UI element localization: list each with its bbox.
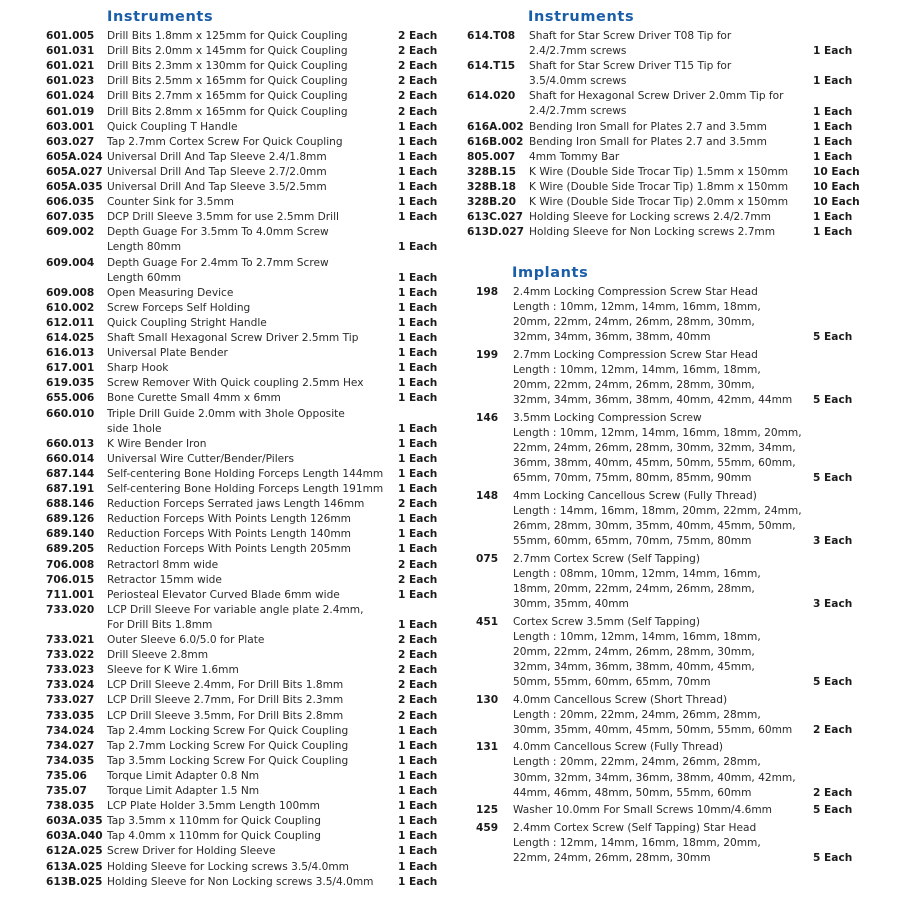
- right-item-quantity: 1 Each: [813, 211, 853, 224]
- left-item-code: 735.06: [46, 769, 87, 782]
- left-item-code: 733.020: [46, 603, 95, 616]
- implant-item-description-line: Length : 12mm, 14mm, 16mm, 18mm, 20mm,: [513, 836, 761, 849]
- left-item-code: 603.027: [46, 135, 95, 148]
- right-item-code: 613D.027: [467, 226, 525, 239]
- implant-item-description-line: Cortex Screw 3.5mm (Self Tapping): [513, 615, 701, 628]
- right-item-description-line: K Wire (Double Side Trocar Tip) 2.0mm x 150mm: [529, 196, 789, 209]
- left-item-quantity: 1 Each: [398, 316, 438, 329]
- implant-item-description-line: 20mm, 22mm, 24mm, 26mm, 28mm, 30mm,: [513, 316, 755, 329]
- implant-item-description-line: 65mm, 70mm, 75mm, 80mm, 85mm, 90mm: [513, 472, 752, 485]
- left-item-description-line: Reduction Forceps With Points Length 205mm: [107, 543, 351, 556]
- implant-item-description-line: 2.4mm Cortex Screw (Self Tapping) Star Head: [513, 821, 757, 834]
- left-item-description-line: Triple Drill Guide 2.0mm with 3hole Opposite: [107, 407, 345, 420]
- left-item-description-line: Holding Sleeve for Locking screws 3.5/4.0mm: [107, 860, 350, 873]
- left-item-description-line: LCP Drill Sleeve 3.5mm, For Drill Bits 2.8mm: [107, 709, 344, 722]
- implant-item-quantity: 5 Each: [813, 804, 853, 817]
- implant-item-code: 131: [476, 741, 499, 754]
- left-item-description-line: Self-centering Bone Holding Forceps Length 191mm: [107, 483, 384, 495]
- left-item-description-line: Drill Sleeve 2.8mm: [107, 649, 209, 662]
- left-item-quantity: 2 Each: [398, 75, 438, 88]
- left-instruments-heading: Instruments: [107, 9, 214, 25]
- left-item-quantity: 1 Each: [398, 754, 438, 767]
- left-item-description-line: Quick Coupling T Handle: [107, 120, 238, 133]
- implant-item-quantity: 5 Each: [813, 394, 853, 407]
- left-item-code: 605A.035: [46, 181, 103, 193]
- left-item-quantity: 1 Each: [398, 165, 438, 178]
- implant-item-description: [513, 693, 792, 738]
- left-item-code: 733.027: [46, 694, 95, 707]
- right-item-code: 328B.20: [467, 196, 516, 209]
- left-item-quantity: 1 Each: [398, 830, 438, 843]
- left-item-code: 689.205: [46, 543, 95, 556]
- left-item-code: 733.022: [46, 649, 95, 662]
- right-item-quantity: 1 Each: [813, 150, 853, 163]
- implant-item-description: [513, 740, 796, 800]
- implant-item-description: [513, 552, 761, 612]
- left-item-code: 706.015: [46, 573, 95, 586]
- left-item-code: 610.002: [46, 301, 95, 314]
- right-item-quantity: 10 Each: [813, 181, 860, 193]
- right-item-description-line: Shaft for Star Screw Driver T15 Tip for: [529, 60, 732, 73]
- left-item-code: 607.035: [46, 211, 95, 224]
- implant-item-description-line: 22mm, 24mm, 26mm, 28mm, 30mm, 32mm, 34mm,: [513, 441, 796, 454]
- left-item-description-line: Depth Guage For 3.5mm To 4.0mm Screw: [107, 226, 329, 239]
- left-item-quantity: 1 Each: [398, 211, 438, 224]
- implant-item-code: 125: [476, 804, 499, 817]
- right-item-quantity: 10 Each: [813, 165, 860, 178]
- left-item-code: 601.021: [46, 60, 95, 73]
- left-item-quantity: 2 Each: [398, 694, 438, 707]
- left-item-description-line: Bone Curette Small 4mm x 6mm: [107, 392, 281, 405]
- implant-item-description-line: 30mm, 35mm, 40mm: [513, 597, 629, 610]
- left-item-quantity: 1 Each: [398, 392, 438, 405]
- left-item-quantity: 1 Each: [398, 301, 438, 314]
- right-instruments-heading: Instruments: [528, 9, 635, 25]
- left-item-quantity: 1 Each: [398, 135, 438, 148]
- left-item-quantity: 1 Each: [398, 483, 438, 495]
- left-item-quantity: 2 Each: [398, 45, 438, 58]
- left-item-description-line: LCP Drill Sleeve For variable angle plate 2.4mm,: [107, 603, 364, 616]
- left-item-code: 711.001: [46, 588, 95, 601]
- implant-item-code: 459: [476, 821, 499, 834]
- left-item-code: 687.144: [46, 467, 95, 480]
- implant-item-description-line: 18mm, 20mm, 22mm, 24mm, 26mm, 28mm,: [513, 582, 755, 595]
- implant-item-description-line: 32mm, 34mm, 36mm, 38mm, 40mm: [513, 331, 711, 344]
- implant-item-description: [513, 489, 802, 549]
- left-item-code: 619.035: [46, 377, 95, 390]
- implant-item-description-line: 44mm, 46mm, 48mm, 50mm, 55mm, 60mm: [513, 786, 752, 799]
- left-item-description-line: Universal Drill And Tap Sleeve 3.5/2.5mm: [107, 181, 327, 193]
- left-item-code: 605A.024: [46, 150, 103, 163]
- left-item-code: 735.07: [46, 785, 87, 797]
- right-item-description-line: Holding Sleeve for Non Locking screws 2.7mm: [529, 226, 776, 239]
- right-item-description-line: 2.4/2.7mm screws: [529, 45, 627, 58]
- implant-item-description-line: 22mm, 24mm, 26mm, 28mm, 30mm: [513, 852, 711, 865]
- left-item-quantity: 2 Each: [398, 105, 438, 118]
- left-item-code: 734.027: [46, 739, 95, 752]
- left-item-quantity: 1 Each: [398, 241, 438, 254]
- implant-item-description: [513, 615, 761, 690]
- left-item-code: 733.035: [46, 709, 95, 722]
- left-item-description-line: Universal Wire Cutter/Bender/Pilers: [107, 452, 295, 465]
- implant-item-description-line: 32mm, 34mm, 36mm, 38mm, 40mm, 45mm,: [513, 660, 755, 673]
- right-item-description-line: 4mm Tommy Bar: [529, 150, 620, 163]
- left-item-quantity: 1 Each: [398, 196, 438, 209]
- implant-item-description: [513, 803, 772, 818]
- implant-item-code: 451: [476, 615, 499, 628]
- left-item-quantity: 1 Each: [398, 618, 438, 631]
- left-item-description-line: K Wire Bender Iron: [107, 437, 207, 450]
- left-item-description-line: LCP Plate Holder 3.5mm Length 100mm: [107, 800, 320, 813]
- left-item-description-line: Screw Remover With Quick coupling 2.5mm Hex: [107, 377, 364, 390]
- left-item-quantity: 1 Each: [398, 271, 438, 284]
- left-item-description-line: Shaft Small Hexagonal Screw Driver 2.5mm Tip: [107, 332, 359, 344]
- left-item-description-line: Holding Sleeve for Non Locking screws 3.5/4.0mm: [107, 875, 374, 888]
- right-item-code: 614.T08: [467, 30, 516, 42]
- implant-item-description-line: Washer 10.0mm For Small Screws 10mm/4.6mm: [513, 804, 772, 817]
- implant-item-quantity: 3 Each: [813, 598, 853, 610]
- left-item-quantity: 1 Each: [398, 724, 438, 737]
- left-item-description-line: Tap 3.5mm x 110mm for Quick Coupling: [107, 815, 321, 828]
- left-item-description-line: Universal Plate Bender: [107, 347, 228, 360]
- right-item-quantity: 1 Each: [813, 135, 853, 148]
- left-item-quantity: 2 Each: [398, 634, 438, 646]
- left-item-code: 609.002: [46, 226, 95, 239]
- right-item-description-line: K Wire (Double Side Trocar Tip) 1.5mm x 150mm: [529, 165, 789, 178]
- implant-item-description-line: Length : 20mm, 22mm, 24mm, 26mm, 28mm,: [513, 756, 761, 769]
- left-item-code: 734.035: [46, 754, 95, 767]
- left-item-quantity: 1 Each: [398, 452, 438, 465]
- left-item-code: 738.035: [46, 800, 95, 813]
- left-item-description-line: DCP Drill Sleeve 3.5mm for use 2.5mm Drill: [107, 211, 339, 224]
- left-item-description-line: Tap 3.5mm Locking Screw For Quick Coupling: [107, 754, 349, 767]
- implant-item-description-line: 20mm, 22mm, 24mm, 26mm, 28mm, 30mm,: [513, 645, 755, 658]
- left-item-description-line: Reduction Forceps With Points Length 126mm: [107, 513, 351, 526]
- left-item-code: 603.001: [46, 120, 95, 133]
- left-item-quantity: 1 Each: [398, 437, 438, 450]
- left-item-quantity: 1 Each: [398, 332, 438, 344]
- right-item-description-line: K Wire (Double Side Trocar Tip) 1.8mm x 150mm: [529, 181, 789, 193]
- right-item-code: 613C.027: [467, 211, 524, 224]
- implant-item-code: 130: [476, 693, 499, 706]
- left-item-code: 613B.025: [46, 875, 103, 888]
- left-item-code: 601.019: [46, 105, 95, 118]
- implant-item-quantity: 2 Each: [813, 723, 853, 736]
- implant-item-quantity: 5 Each: [813, 472, 853, 485]
- left-item-quantity: 1 Each: [398, 543, 438, 556]
- left-item-quantity: 2 Each: [398, 498, 438, 511]
- implant-item-description: [513, 821, 761, 866]
- right-item-description-line: Bending Iron Small for Plates 2.7 and 3.5mm: [529, 135, 767, 148]
- left-item-quantity: 1 Each: [398, 785, 438, 797]
- left-item-quantity: 1 Each: [398, 513, 438, 526]
- implant-item-description-line: 2.4mm Locking Compression Screw Star Head: [513, 286, 758, 298]
- left-item-description-line: Tap 2.7mm Cortex Screw For Quick Coupling: [107, 135, 343, 148]
- left-item-description-line: Universal Drill And Tap Sleeve 2.7/2.0mm: [107, 165, 327, 178]
- left-item-code: 689.126: [46, 513, 95, 526]
- left-item-description-line: Tap 2.4mm Locking Screw For Quick Coupling: [107, 724, 349, 737]
- left-item-description-line: Torque Limit Adapter 1.5 Nm: [107, 785, 260, 797]
- implant-item-description-line: 4.0mm Cancellous Screw (Short Thread): [513, 693, 728, 706]
- left-item-code: 603A.040: [46, 830, 103, 843]
- left-item-description-line: Screw Forceps Self Holding: [107, 301, 251, 314]
- left-item-code: 601.031: [46, 45, 95, 58]
- implant-item-description-line: 30mm, 35mm, 40mm, 45mm, 50mm, 55mm, 60mm: [513, 723, 793, 736]
- left-item-description-line: Open Measuring Device: [107, 286, 234, 299]
- implants-heading: Implants: [512, 265, 589, 281]
- left-item-code: 601.005: [46, 30, 95, 42]
- implant-item-quantity: 5 Each: [813, 676, 853, 688]
- left-item-quantity: 1 Each: [398, 875, 438, 888]
- left-item-quantity: 1 Each: [398, 150, 438, 163]
- right-item-description-line: Bending Iron Small for Plates 2.7 and 3.5mm: [529, 120, 767, 133]
- left-item-code: 603A.035: [46, 815, 103, 828]
- left-item-description-line: Universal Drill And Tap Sleeve 2.4/1.8mm: [107, 150, 327, 163]
- left-item-description-line: Length 60mm: [107, 271, 182, 284]
- implant-item-description-line: 50mm, 55mm, 60mm, 65mm, 70mm: [513, 675, 711, 688]
- implant-item-description-line: 4mm Locking Cancellous Screw (Fully Thread): [513, 489, 757, 502]
- left-item-code: 612.011: [46, 316, 95, 329]
- right-item-quantity: 1 Each: [813, 120, 853, 133]
- left-item-code: 688.146: [46, 498, 95, 511]
- left-item-description-line: Periosteal Elevator Curved Blade 6mm wide: [107, 588, 340, 601]
- left-item-description-line: Reduction Forceps Serrated jaws Length 146mm: [107, 498, 365, 511]
- implant-item-description-line: Length : 10mm, 12mm, 14mm, 16mm, 18mm, 20mm,: [513, 426, 802, 439]
- right-item-description-line: 3.5/4.0mm screws: [529, 75, 627, 88]
- left-item-quantity: 2 Each: [398, 30, 438, 42]
- left-item-quantity: 1 Each: [398, 528, 438, 541]
- right-item-code: 616B.002: [467, 135, 524, 148]
- left-item-code: 605A.027: [46, 165, 103, 178]
- right-item-code: 805.007: [467, 150, 516, 163]
- right-item-code: 328B.18: [467, 181, 516, 193]
- left-item-description-line: Drill Bits 2.7mm x 165mm for Quick Coupling: [107, 90, 348, 103]
- left-item-quantity: 2 Each: [398, 709, 438, 722]
- left-item-description-line: Drill Bits 2.5mm x 165mm for Quick Coupling: [107, 75, 348, 88]
- right-item-description-line: Holding Sleeve for Locking screws 2.4/2.7mm: [529, 211, 772, 224]
- left-item-description-line: Retractor 15mm wide: [107, 573, 222, 586]
- left-item-code: 687.191: [46, 483, 95, 495]
- right-item-quantity: 1 Each: [813, 75, 853, 88]
- left-item-code: 660.014: [46, 452, 95, 465]
- left-item-description-line: Length 80mm: [107, 241, 182, 254]
- implant-item-quantity: 2 Each: [813, 786, 853, 799]
- left-item-description-line: Sharp Hook: [107, 362, 169, 375]
- left-item-description-line: Retractorl 8mm wide: [107, 558, 219, 571]
- implant-item-description: [513, 348, 792, 408]
- right-item-code: 614.T15: [467, 60, 516, 73]
- left-item-description-line: Drill Bits 2.8mm x 165mm for Quick Coupling: [107, 105, 348, 118]
- left-item-description-line: Outer Sleeve 6.0/5.0 for Plate: [107, 634, 265, 646]
- implant-item-description-line: 36mm, 38mm, 40mm, 45mm, 50mm, 55mm, 60mm,: [513, 457, 796, 470]
- implant-item-quantity: 3 Each: [813, 535, 853, 548]
- implant-item-description-line: Length : 10mm, 12mm, 14mm, 16mm, 18mm,: [513, 301, 761, 314]
- left-item-quantity: 2 Each: [398, 90, 438, 103]
- left-item-description-line: Self-centering Bone Holding Forceps Length 144mm: [107, 467, 384, 480]
- implant-item-quantity: 5 Each: [813, 331, 853, 344]
- left-item-description-line: LCP Drill Sleeve 2.4mm, For Drill Bits 1.8mm: [107, 679, 344, 692]
- left-item-quantity: 1 Each: [398, 362, 438, 375]
- implant-item-description-line: Length : 10mm, 12mm, 14mm, 16mm, 18mm,: [513, 363, 761, 376]
- left-item-code: 689.140: [46, 528, 95, 541]
- implant-item-quantity: 5 Each: [813, 852, 853, 865]
- implant-item-code: 075: [476, 552, 499, 565]
- left-item-description-line: Screw Driver for Holding Sleeve: [107, 845, 276, 858]
- left-item-quantity: 1 Each: [398, 181, 438, 193]
- implant-item-description: [513, 285, 761, 345]
- left-item-code: 733.023: [46, 664, 95, 677]
- left-item-code: 655.006: [46, 392, 95, 405]
- right-item-quantity: 1 Each: [813, 226, 853, 239]
- left-item-quantity: 1 Each: [398, 800, 438, 813]
- left-item-description-line: Reduction Forceps With Points Length 140mm: [107, 528, 351, 541]
- left-item-description-line: Drill Bits 1.8mm x 125mm for Quick Coupling: [107, 30, 348, 42]
- left-item-quantity: 1 Each: [398, 739, 438, 752]
- left-item-quantity: 2 Each: [398, 60, 438, 73]
- right-item-quantity: 1 Each: [813, 105, 853, 118]
- left-item-quantity: 1 Each: [398, 815, 438, 828]
- left-item-description-line: Drill Bits 2.0mm x 145mm for Quick Coupling: [107, 45, 348, 58]
- left-item-description-line: Tap 4.0mm x 110mm for Quick Coupling: [107, 830, 321, 843]
- left-item-code: 609.004: [46, 256, 95, 269]
- left-item-quantity: 1 Each: [398, 120, 438, 133]
- left-item-code: 733.024: [46, 679, 95, 692]
- left-item-code: 617.001: [46, 362, 95, 375]
- left-item-code: 601.023: [46, 75, 95, 88]
- left-item-description-line: Sleeve for K Wire 1.6mm: [107, 664, 239, 677]
- left-item-quantity: 2 Each: [398, 649, 438, 662]
- right-item-description-line: 2.4/2.7mm screws: [529, 105, 627, 118]
- right-item-description-line: Shaft for Hexagonal Screw Driver 2.0mm Tip for: [529, 90, 784, 103]
- left-item-quantity: 1 Each: [398, 286, 438, 299]
- implant-item-description: [513, 411, 802, 486]
- left-item-code: 706.008: [46, 558, 95, 571]
- implant-item-code: 198: [476, 286, 499, 298]
- left-item-code: 733.021: [46, 634, 95, 646]
- implant-item-description-line: 26mm, 28mm, 30mm, 35mm, 40mm, 45mm, 50mm,: [513, 519, 796, 532]
- implant-item-description-line: Length : 14mm, 16mm, 18mm, 20mm, 22mm, 24mm,: [513, 504, 802, 517]
- left-item-quantity: 1 Each: [398, 347, 438, 360]
- implant-item-description-line: Length : 20mm, 22mm, 24mm, 26mm, 28mm,: [513, 708, 761, 721]
- left-item-code: 613A.025: [46, 860, 103, 873]
- left-item-quantity: 2 Each: [398, 664, 438, 677]
- left-item-quantity: 1 Each: [398, 467, 438, 480]
- implant-item-code: 146: [476, 411, 499, 424]
- right-item-code: 614.020: [467, 90, 516, 103]
- left-item-quantity: 1 Each: [398, 845, 438, 858]
- left-item-description-line: Tap 2.7mm Locking Screw For Quick Coupling: [107, 739, 349, 752]
- left-item-quantity: 1 Each: [398, 422, 438, 435]
- left-item-quantity: 1 Each: [398, 769, 438, 782]
- left-item-code: 614.025: [46, 332, 95, 344]
- right-item-quantity: 1 Each: [813, 45, 853, 58]
- implant-item-description-line: 32mm, 34mm, 36mm, 38mm, 40mm, 42mm, 44mm: [513, 394, 793, 407]
- right-item-quantity: 10 Each: [813, 196, 860, 209]
- implant-item-description-line: 4.0mm Cancellous Screw (Fully Thread): [513, 741, 724, 754]
- implant-item-description-line: Length : 08mm, 10mm, 12mm, 14mm, 16mm,: [513, 567, 761, 580]
- left-item-code: 606.035: [46, 196, 95, 209]
- left-item-description-line: Quick Coupling Stright Handle: [107, 316, 267, 329]
- left-item-description-line: Drill Bits 2.3mm x 130mm for Quick Coupling: [107, 60, 348, 73]
- left-item-quantity: 2 Each: [398, 558, 438, 571]
- left-item-quantity: 2 Each: [398, 679, 438, 692]
- left-item-code: 616.013: [46, 347, 95, 360]
- implant-item-description-line: 30mm, 32mm, 34mm, 36mm, 38mm, 40mm, 42mm,: [513, 771, 796, 784]
- implant-item-description-line: 2.7mm Locking Compression Screw Star Head: [513, 348, 758, 361]
- left-item-quantity: 1 Each: [398, 588, 438, 601]
- left-item-code: 660.010: [46, 407, 95, 420]
- left-item-code: 609.008: [46, 286, 95, 299]
- left-item-quantity: 1 Each: [398, 377, 438, 390]
- left-item-description-line: Torque Limit Adapter 0.8 Nm: [107, 769, 260, 782]
- implant-item-description-line: Length : 10mm, 12mm, 14mm, 16mm, 18mm,: [513, 630, 761, 643]
- implant-item-code: 148: [476, 489, 499, 502]
- implant-item-description-line: 20mm, 22mm, 24mm, 26mm, 28mm, 30mm,: [513, 379, 755, 392]
- implant-item-code: 199: [476, 348, 499, 361]
- left-item-description-line: Depth Guage For 2.4mm To 2.7mm Screw: [107, 256, 329, 269]
- left-item-description-line: side 1hole: [107, 422, 162, 435]
- left-item-code: 734.024: [46, 724, 95, 737]
- left-item-code: 660.013: [46, 437, 95, 450]
- right-item-description-line: Shaft for Star Screw Driver T08 Tip for: [529, 30, 732, 42]
- left-item-description-line: For Drill Bits 1.8mm: [107, 618, 213, 631]
- implant-item-description-line: 55mm, 60mm, 65mm, 70mm, 75mm, 80mm: [513, 535, 752, 548]
- right-item-code: 616A.002: [467, 120, 524, 133]
- implant-item-description-line: 3.5mm Locking Compression Screw: [513, 411, 702, 424]
- left-item-description-line: LCP Drill Sleeve 2.7mm, For Drill Bits 2.3mm: [107, 694, 344, 707]
- implant-item-description-line: 2.7mm Cortex Screw (Self Tapping): [513, 552, 701, 565]
- left-item-quantity: 1 Each: [398, 860, 438, 873]
- right-item-code: 328B.15: [467, 165, 516, 178]
- left-item-description-line: Counter Sink for 3.5mm: [107, 196, 235, 209]
- left-item-code: 612A.025: [46, 845, 103, 858]
- left-item-quantity: 2 Each: [398, 573, 438, 586]
- left-item-code: 601.024: [46, 90, 95, 103]
